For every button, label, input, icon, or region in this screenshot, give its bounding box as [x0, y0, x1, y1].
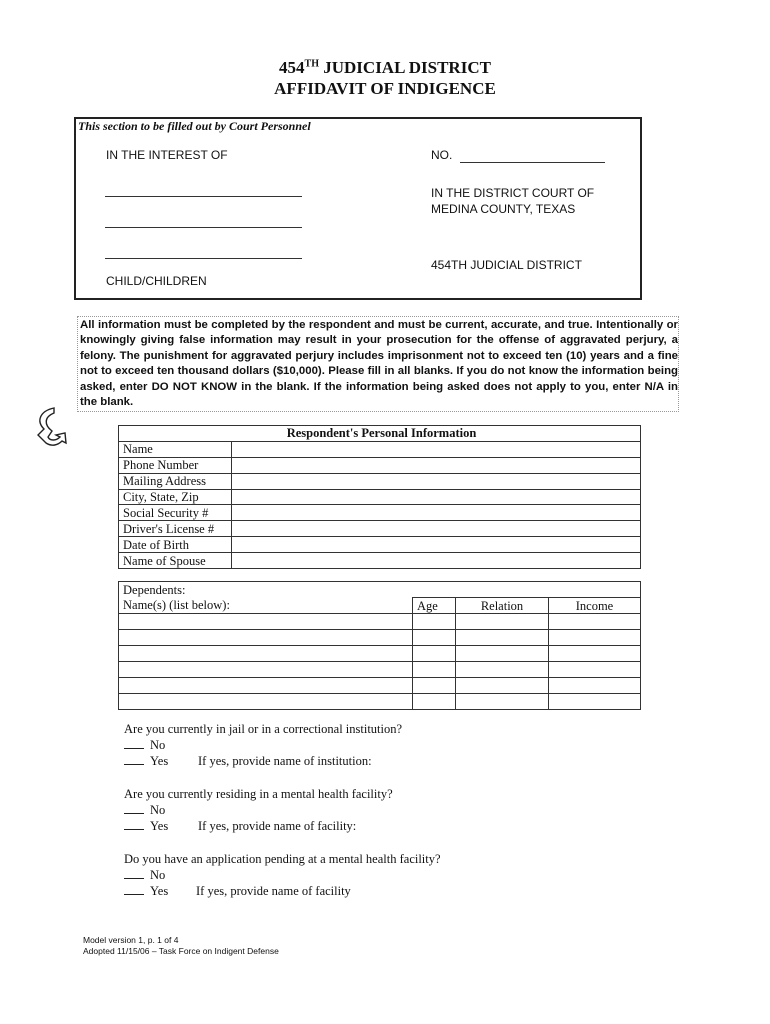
- no-label: No: [150, 868, 166, 882]
- table-row: [119, 505, 641, 521]
- field-label: Phone Number: [119, 457, 232, 473]
- court-line-2: MEDINA COUNTY, TEXAS: [431, 202, 576, 216]
- checkbox-blank[interactable]: [124, 868, 144, 879]
- question-jail: Are you currently in jail or in a correctional institution?: [124, 722, 403, 736]
- dependent-income-cell[interactable]: [549, 694, 641, 710]
- in-interest-label: IN THE INTEREST OF: [106, 148, 228, 162]
- dependent-relation-cell[interactable]: [456, 646, 549, 662]
- checkbox-blank[interactable]: [124, 884, 144, 895]
- yes-label: Yes: [150, 754, 169, 768]
- table-row: [119, 457, 641, 473]
- dependent-age-cell[interactable]: [413, 646, 456, 662]
- dependent-name-cell[interactable]: [119, 694, 413, 710]
- table-row: [119, 489, 641, 505]
- dependent-name-cell[interactable]: [119, 662, 413, 678]
- table-row: [119, 521, 641, 537]
- mental-health-followup: If yes, provide name of facility:: [198, 819, 357, 833]
- table-row: [119, 553, 641, 569]
- question-mental-health: Are you currently residing in a mental health facility?: [124, 787, 393, 801]
- table-row: [119, 694, 641, 710]
- relation-column-header: Relation: [456, 598, 549, 614]
- income-column-header: Income: [549, 598, 641, 614]
- dependent-name-cell[interactable]: [119, 630, 413, 646]
- mailing-address-input[interactable]: [232, 473, 641, 489]
- names-column-header: Name(s) (list below):: [119, 598, 413, 614]
- dependent-relation-cell[interactable]: [456, 614, 549, 630]
- age-column-header: Age: [413, 598, 456, 614]
- curved-arrow-icon: [34, 405, 70, 451]
- document-subtitle: AFFIDAVIT OF INDIGENCE: [274, 79, 496, 98]
- dependent-relation-cell[interactable]: [456, 678, 549, 694]
- dependent-name-cell[interactable]: [119, 678, 413, 694]
- dependent-age-cell[interactable]: [413, 678, 456, 694]
- district-label: 454TH JUDICIAL DISTRICT: [431, 258, 582, 272]
- field-label: Driver's License #: [119, 521, 232, 537]
- jail-yes-option[interactable]: [124, 754, 168, 769]
- table-row: [119, 662, 641, 678]
- name-input[interactable]: [232, 441, 641, 457]
- table-row: [119, 646, 641, 662]
- document-title: [0, 58, 770, 78]
- yes-label: Yes: [150, 819, 169, 833]
- personal-info-heading: Respondent's Personal Information: [119, 426, 641, 442]
- question-application: Do you have an application pending at a mental health facility?: [124, 852, 441, 866]
- field-label: Mailing Address: [119, 473, 232, 489]
- no-label: No: [150, 803, 166, 817]
- dependent-relation-cell[interactable]: [456, 630, 549, 646]
- application-yes-option[interactable]: [124, 884, 168, 899]
- no-label: No: [150, 738, 166, 752]
- title-suffix: TH: [304, 58, 319, 70]
- mental-health-yes-option[interactable]: [124, 819, 168, 834]
- footer-version: Model version 1, p. 1 of 4: [83, 935, 179, 945]
- case-no-field[interactable]: [460, 162, 605, 163]
- phone-input[interactable]: [232, 457, 641, 473]
- table-row: [119, 441, 641, 457]
- dependent-age-cell[interactable]: [413, 630, 456, 646]
- child-label: CHILD/CHILDREN: [106, 274, 207, 288]
- dependent-income-cell[interactable]: [549, 678, 641, 694]
- table-row: [119, 678, 641, 694]
- checkbox-blank[interactable]: [124, 819, 144, 830]
- personal-info-table: [118, 425, 641, 569]
- drivers-license-input[interactable]: [232, 521, 641, 537]
- dependent-income-cell[interactable]: [549, 646, 641, 662]
- dependent-relation-cell[interactable]: [456, 694, 549, 710]
- application-no-option[interactable]: [124, 868, 165, 883]
- field-label: Name of Spouse: [119, 553, 232, 569]
- field-label: Date of Birth: [119, 537, 232, 553]
- dependent-name-cell[interactable]: [119, 614, 413, 630]
- mental-health-no-option[interactable]: [124, 803, 165, 818]
- checkbox-blank[interactable]: [124, 803, 144, 814]
- dependent-age-cell[interactable]: [413, 614, 456, 630]
- ssn-input[interactable]: [232, 505, 641, 521]
- city-state-zip-input[interactable]: [232, 489, 641, 505]
- table-row: [119, 537, 641, 553]
- dependent-income-cell[interactable]: [549, 630, 641, 646]
- field-label: Social Security #: [119, 505, 232, 521]
- date-of-birth-input[interactable]: [232, 537, 641, 553]
- interest-name-field-2[interactable]: [105, 227, 302, 228]
- checkbox-blank[interactable]: [124, 738, 144, 749]
- interest-name-field-1[interactable]: [105, 196, 302, 197]
- court-line-1: IN THE DISTRICT COURT OF: [431, 186, 595, 200]
- dependents-heading: Dependents:: [119, 582, 641, 598]
- dependent-age-cell[interactable]: [413, 694, 456, 710]
- checkbox-blank[interactable]: [124, 754, 144, 765]
- footer-adopted: Adopted 11/15/06 – Task Force on Indigent Defense: [83, 946, 279, 956]
- field-label: City, State, Zip: [119, 489, 232, 505]
- field-label: Name: [119, 441, 232, 457]
- dependent-income-cell[interactable]: [549, 614, 641, 630]
- jail-followup: If yes, provide name of institution:: [198, 754, 372, 768]
- dependent-income-cell[interactable]: [549, 662, 641, 678]
- application-followup: If yes, provide name of facility: [196, 884, 351, 898]
- interest-name-field-3[interactable]: [105, 258, 302, 259]
- court-personnel-label: This section to be filled out by Court Personnel: [78, 119, 311, 133]
- dependent-name-cell[interactable]: [119, 646, 413, 662]
- spouse-name-input[interactable]: [232, 553, 641, 569]
- notice-text: All information must be completed by the respondent and must be current, accurate, and true. Intentionally or knowingly giving false information may result in your prosecution for the offense of aggravated perjury, a felony. The punishment for aggravated perjury includes imprisonment not to exceed ten (10) years and a fine not to exceed ten thousand dollars ($10,000). Please fill in all blanks. If you do not know the information being asked, enter DO NOT KNOW in the blank. If the information being asked does not apply to you, enter N/A in the blank.: [80, 319, 678, 409]
- jail-no-option[interactable]: [124, 738, 165, 753]
- title-rest: JUDICIAL DISTRICT: [319, 58, 491, 77]
- dependents-table: [118, 581, 641, 710]
- table-row: [119, 473, 641, 489]
- title-number: 454: [279, 58, 305, 77]
- table-row: [119, 630, 641, 646]
- dependent-age-cell[interactable]: [413, 662, 456, 678]
- table-row: [119, 614, 641, 630]
- case-no-label: NO.: [431, 148, 453, 162]
- dependent-relation-cell[interactable]: [456, 662, 549, 678]
- yes-label: Yes: [150, 884, 169, 898]
